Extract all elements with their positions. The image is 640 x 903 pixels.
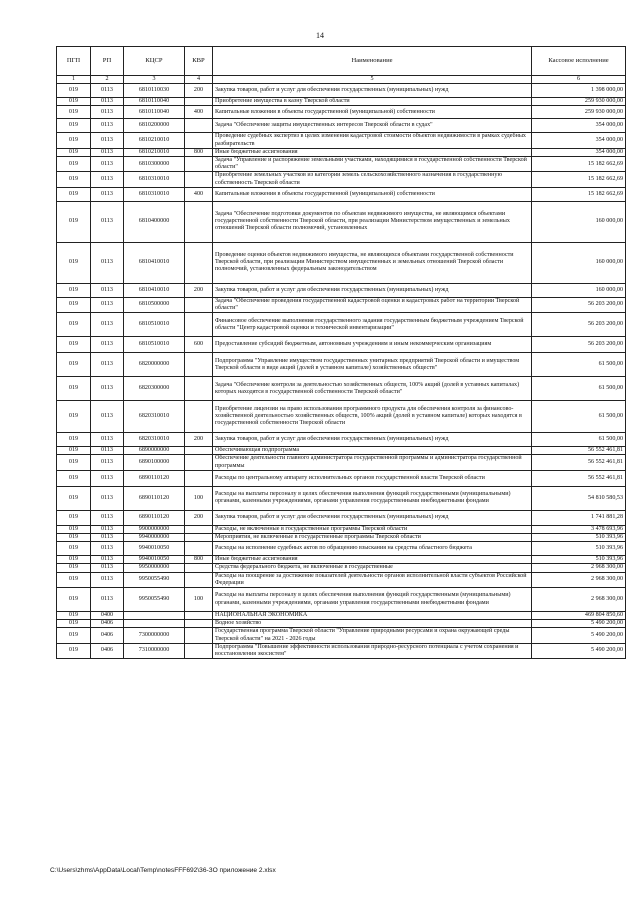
name-cell: Приобретение лицензии на право использования программного продукта для обеспечения контроля за финансово-хозяйственной деятельностью хозяйственных обществ, 100% акций (долей в уставном капитале) которых находятся в государственной собственности Тверской области <box>213 401 532 433</box>
rp-cell: 0113 <box>91 564 124 572</box>
gp-cell: 019 <box>57 556 91 564</box>
table-row <box>57 201 626 242</box>
gp-cell: 019 <box>57 187 91 201</box>
ktsr-cell: 9900000000 <box>124 525 185 533</box>
cash-cell: 56 552 461,81 <box>532 447 626 455</box>
rp-cell: 0113 <box>91 455 124 470</box>
gp-cell: 019 <box>57 534 91 542</box>
rp-cell: 0113 <box>91 542 124 556</box>
ktsr-cell: 6810410010 <box>124 283 185 297</box>
gp-cell: 019 <box>57 148 91 156</box>
kvr-cell <box>185 564 213 572</box>
cash-cell: 354 000,00 <box>532 148 626 156</box>
name-cell: Предоставление субсидий бюджетным, автономным учреждениям и иным некоммерческим организациям <box>213 337 532 353</box>
column-number: 1 <box>57 76 91 84</box>
column-number: 2 <box>91 76 124 84</box>
rp-cell: 0113 <box>91 242 124 283</box>
header-kvr: КВР <box>185 47 213 76</box>
cash-cell: 1 398 000,00 <box>532 84 626 98</box>
ktsr-cell: 6810500000 <box>124 297 185 312</box>
ktsr-cell: 6810210010 <box>124 133 185 148</box>
name-cell: Задача "Обеспечение проведения государственной кадастровой оценки и кадастровых работ на территории Тверской области" <box>213 297 532 312</box>
kvr-cell: 200 <box>185 84 213 98</box>
ktsr-cell: 6810400000 <box>124 201 185 242</box>
cash-cell: 56 203 200,00 <box>532 297 626 312</box>
table-row <box>57 588 626 612</box>
name-cell: Проведение судебных экспертиз в целях изменения кадастровой стоимости объектов недвижимости в рамках судебных разбирательств <box>213 133 532 148</box>
name-cell: Расходы на исполнение судебных актов по обращению взыскания на средства областного бюджета <box>213 542 532 556</box>
ktsr-cell: 6810210010 <box>124 148 185 156</box>
cash-cell: 56 552 461,81 <box>532 470 626 486</box>
rp-cell: 0113 <box>91 510 124 525</box>
cash-cell: 354 000,00 <box>532 133 626 148</box>
gp-cell: 019 <box>57 486 91 510</box>
table-row <box>57 628 626 643</box>
cash-cell: 15 182 662,69 <box>532 172 626 187</box>
ktsr-cell: 6810410010 <box>124 242 185 283</box>
kvr-cell <box>185 313 213 337</box>
gp-cell: 019 <box>57 620 91 628</box>
cash-cell: 160 000,00 <box>532 283 626 297</box>
gp-cell: 019 <box>57 201 91 242</box>
cash-cell: 469 804 850,60 <box>532 612 626 620</box>
name-cell: Задача "Обеспечение подготовки документов по объектам недвижимого имущества, не являющимся объектами государственной собственности Тверской области, при реализации Министерством имущественных и земельных отношений Тверской области полномочий, установленных <box>213 201 532 242</box>
gp-cell: 019 <box>57 470 91 486</box>
kvr-cell <box>185 628 213 643</box>
name-cell: Средства федерального бюджета, не включенные в государственные <box>213 564 532 572</box>
kvr-cell <box>185 157 213 172</box>
ktsr-cell: 6890110120 <box>124 510 185 525</box>
table-row <box>57 337 626 353</box>
cash-cell: 259 930 000,00 <box>532 106 626 119</box>
rp-cell: 0113 <box>91 313 124 337</box>
rp-cell: 0113 <box>91 283 124 297</box>
cash-cell: 160 000,00 <box>532 242 626 283</box>
kvr-cell <box>185 620 213 628</box>
gp-cell: 019 <box>57 84 91 98</box>
name-cell: Иные бюджетные ассигнования <box>213 148 532 156</box>
cash-cell: 2 968 300,00 <box>532 564 626 572</box>
name-cell: Расходы на выплаты персоналу в целях обеспечения выполнения функций государственными (муниципальными) органами, казенными учреждениями, органами управления государственными внебюджетными фондами <box>213 486 532 510</box>
gp-cell: 019 <box>57 455 91 470</box>
table-row <box>57 525 626 533</box>
rp-cell: 0406 <box>91 628 124 643</box>
name-cell: Закупка товаров, работ и услуг для обеспечения государственных (муниципальных) нужд <box>213 510 532 525</box>
ktsr-cell: 6810510010 <box>124 313 185 337</box>
file-path-footer: C:\Users\zhms\AppData\Local\Temp\notesFFF692\36-ЗО приложение 2.xlsx <box>50 867 276 874</box>
table-row <box>57 297 626 312</box>
rp-cell: 0113 <box>91 588 124 612</box>
name-cell: Задача "Управление и распоряжение земельными участками, находящимися в государственной собственности Тверской области" <box>213 157 532 172</box>
rp-cell: 0113 <box>91 534 124 542</box>
rp-cell: 0113 <box>91 106 124 119</box>
kvr-cell <box>185 525 213 533</box>
table-body <box>57 84 626 659</box>
name-cell: Подпрограмма "Управление имуществом государственных унитарных предприятий Тверской области и имуществом Тверской области в виде акций (долей в уставном капитале) хозяйственных обществ" <box>213 353 532 377</box>
rp-cell: 0400 <box>91 612 124 620</box>
gp-cell: 019 <box>57 157 91 172</box>
header-gp: ПГП <box>57 47 91 76</box>
ktsr-cell: 6890000000 <box>124 447 185 455</box>
kvr-cell: 100 <box>185 588 213 612</box>
cash-cell: 2 968 300,00 <box>532 588 626 612</box>
name-cell: Расходы на поощрение за достижение показателей деятельности органов исполнительной власти субъектов Российской Федерации <box>213 572 532 587</box>
rp-cell: 0113 <box>91 401 124 433</box>
gp-cell: 019 <box>57 133 91 148</box>
cash-cell: 510 393,96 <box>532 534 626 542</box>
rp-cell: 0406 <box>91 643 124 658</box>
table-row <box>57 542 626 556</box>
header-rp: РП <box>91 47 124 76</box>
name-cell: Закупка товаров, работ и услуг для обеспечения государственных (муниципальных) нужд <box>213 433 532 447</box>
kvr-cell: 400 <box>185 187 213 201</box>
kvr-cell: 200 <box>185 510 213 525</box>
ktsr-cell: 6820000000 <box>124 353 185 377</box>
rp-cell: 0113 <box>91 470 124 486</box>
kvr-cell <box>185 447 213 455</box>
kvr-cell <box>185 201 213 242</box>
table-row <box>57 572 626 587</box>
ktsr-cell: 9950055490 <box>124 588 185 612</box>
rp-cell: 0113 <box>91 187 124 201</box>
ktsr-cell: 9940000000 <box>124 534 185 542</box>
kvr-cell <box>185 643 213 658</box>
ktsr-cell: 9940010050 <box>124 556 185 564</box>
column-number: 6 <box>532 76 626 84</box>
name-cell: Задача "Обеспечение контроля за деятельностью хозяйственных обществ, 100% акций (долей в уставных капиталах) которых находятся в государственной собственности Тверской области" <box>213 377 532 401</box>
ktsr-cell: 6890100000 <box>124 455 185 470</box>
table-row <box>57 401 626 433</box>
gp-cell: 019 <box>57 283 91 297</box>
table-row <box>57 612 626 620</box>
name-cell: Подпрограмма "Повышение эффективности использования природно-ресурсного потенциала с учетом сохранения и восстановления экосистем" <box>213 643 532 658</box>
kvr-cell <box>185 377 213 401</box>
table-row <box>57 157 626 172</box>
kvr-cell <box>185 297 213 312</box>
name-cell: Мероприятия, не включенные в государственные программы Тверской области <box>213 534 532 542</box>
rp-cell: 0113 <box>91 447 124 455</box>
cash-cell: 61 500,00 <box>532 433 626 447</box>
cash-cell: 56 203 200,00 <box>532 313 626 337</box>
column-number: 5 <box>213 76 532 84</box>
rp-cell: 0113 <box>91 84 124 98</box>
ktsr-cell: 6810310010 <box>124 172 185 187</box>
ktsr-cell: 6810110030 <box>124 84 185 98</box>
cash-cell: 56 203 200,00 <box>532 337 626 353</box>
rp-cell: 0113 <box>91 297 124 312</box>
rp-cell: 0113 <box>91 337 124 353</box>
kvr-cell <box>185 572 213 587</box>
header-name: Наименование <box>213 47 532 76</box>
name-cell: Финансовое обеспечение выполнения государственного задания государственным бюджетным учреждением Тверской области "Центр кадастровой оценки и технической инвентаризации" <box>213 313 532 337</box>
rp-cell: 0113 <box>91 119 124 133</box>
table-row <box>57 377 626 401</box>
cash-cell: 54 810 580,53 <box>532 486 626 510</box>
kvr-cell <box>185 401 213 433</box>
kvr-cell: 800 <box>185 556 213 564</box>
table-row <box>57 534 626 542</box>
rp-cell: 0113 <box>91 98 124 106</box>
kvr-cell: 200 <box>185 433 213 447</box>
name-cell: Закупка товаров, работ и услуг для обеспечения государственных (муниципальных) нужд <box>213 283 532 297</box>
table-row <box>57 187 626 201</box>
gp-cell: 019 <box>57 106 91 119</box>
rp-cell: 0406 <box>91 620 124 628</box>
gp-cell: 019 <box>57 447 91 455</box>
column-number-row <box>57 76 626 84</box>
cash-cell: 354 000,00 <box>532 119 626 133</box>
header-ktsr: КЦСР <box>124 47 185 76</box>
rp-cell: 0113 <box>91 353 124 377</box>
table-row <box>57 84 626 98</box>
ktsr-cell: 6810300000 <box>124 157 185 172</box>
name-cell: Приобретение земельных участков из категории земель сельскохозяйственного назначения в государственную собственность Тверской области <box>213 172 532 187</box>
ktsr-cell: 6810310010 <box>124 187 185 201</box>
rp-cell: 0113 <box>91 157 124 172</box>
name-cell: Государственная программа Тверской области "Управление природными ресурсами и охрана окружающей среды Тверской области" на 2021 - 2026 годы <box>213 628 532 643</box>
name-cell: Приобретение имущества в казну Тверской области <box>213 98 532 106</box>
ktsr-cell: 6820310010 <box>124 401 185 433</box>
column-number: 4 <box>185 76 213 84</box>
kvr-cell: 400 <box>185 106 213 119</box>
gp-cell: 019 <box>57 353 91 377</box>
gp-cell: 019 <box>57 643 91 658</box>
name-cell: Обеспечивающая подпрограмма <box>213 447 532 455</box>
table-row <box>57 510 626 525</box>
ktsr-cell: 6810110040 <box>124 98 185 106</box>
rp-cell: 0113 <box>91 172 124 187</box>
ktsr-cell: 6890110120 <box>124 486 185 510</box>
name-cell: Расходы, не включенные в государственные программы Тверской области <box>213 525 532 533</box>
gp-cell: 019 <box>57 377 91 401</box>
kvr-cell: 200 <box>185 283 213 297</box>
name-cell: Иные бюджетные ассигнования <box>213 556 532 564</box>
cash-cell: 15 182 662,69 <box>532 187 626 201</box>
cash-cell: 5 490 200,00 <box>532 628 626 643</box>
kvr-cell <box>185 470 213 486</box>
cash-cell: 61 500,00 <box>532 377 626 401</box>
table-row <box>57 313 626 337</box>
column-number: 3 <box>124 76 185 84</box>
kvr-cell <box>185 98 213 106</box>
cash-cell: 15 182 662,69 <box>532 157 626 172</box>
gp-cell: 019 <box>57 628 91 643</box>
table-row <box>57 486 626 510</box>
ktsr-cell: 9950000000 <box>124 564 185 572</box>
cash-cell: 3 478 693,96 <box>532 525 626 533</box>
table-row <box>57 470 626 486</box>
ktsr-cell: 6810200000 <box>124 119 185 133</box>
name-cell: Закупка товаров, работ и услуг для обеспечения государственных (муниципальных) нужд <box>213 84 532 98</box>
kvr-cell <box>185 612 213 620</box>
name-cell: Обеспечение деятельности главного администратора государственной программы и администратора государственной программы <box>213 455 532 470</box>
rp-cell: 0113 <box>91 133 124 148</box>
table-row <box>57 564 626 572</box>
gp-cell: 019 <box>57 572 91 587</box>
kvr-cell <box>185 534 213 542</box>
gp-cell: 019 <box>57 525 91 533</box>
ktsr-cell: 7310000000 <box>124 643 185 658</box>
ktsr-cell: 6810110040 <box>124 106 185 119</box>
gp-cell: 019 <box>57 98 91 106</box>
ktsr-cell: 9940010050 <box>124 542 185 556</box>
rp-cell: 0113 <box>91 486 124 510</box>
rp-cell: 0113 <box>91 148 124 156</box>
table-row <box>57 172 626 187</box>
ktsr-cell: 6820310010 <box>124 433 185 447</box>
gp-cell: 019 <box>57 542 91 556</box>
gp-cell: 019 <box>57 588 91 612</box>
kvr-cell: 100 <box>185 486 213 510</box>
table-row <box>57 353 626 377</box>
ktsr-cell: 9950055490 <box>124 572 185 587</box>
rp-cell: 0113 <box>91 201 124 242</box>
ktsr-cell <box>124 612 185 620</box>
table-row <box>57 98 626 106</box>
table-row <box>57 643 626 658</box>
kvr-cell: 800 <box>185 148 213 156</box>
rp-cell: 0113 <box>91 556 124 564</box>
kvr-cell <box>185 172 213 187</box>
name-cell: Водное хозяйство <box>213 620 532 628</box>
table-row <box>57 433 626 447</box>
kvr-cell: 600 <box>185 337 213 353</box>
table-row <box>57 119 626 133</box>
table-row <box>57 133 626 148</box>
table-row <box>57 447 626 455</box>
header-cash: Кассовое исполнение <box>532 47 626 76</box>
name-cell: Капитальные вложения в объекты государственной (муниципальной) собственности <box>213 106 532 119</box>
kvr-cell <box>185 353 213 377</box>
cash-cell: 160 000,00 <box>532 201 626 242</box>
cash-cell: 56 552 461,81 <box>532 455 626 470</box>
name-cell: Задача "Обеспечение защиты имущественных интересов Тверской области в судах" <box>213 119 532 133</box>
name-cell: Проведение оценки объектов недвижимого имущества, не являющихся объектами государственной собственности Тверской области, при реализации Министерством имущественных и земельных отношений Тверской области полномочий, установленных федеральным законодательством <box>213 242 532 283</box>
gp-cell: 019 <box>57 612 91 620</box>
cash-cell: 1 741 881,28 <box>532 510 626 525</box>
kvr-cell <box>185 133 213 148</box>
gp-cell: 019 <box>57 401 91 433</box>
ktsr-cell: 7300000000 <box>124 628 185 643</box>
gp-cell: 019 <box>57 313 91 337</box>
table-row <box>57 556 626 564</box>
rp-cell: 0113 <box>91 377 124 401</box>
gp-cell: 019 <box>57 242 91 283</box>
table-row <box>57 106 626 119</box>
kvr-cell <box>185 242 213 283</box>
gp-cell: 019 <box>57 564 91 572</box>
gp-cell: 019 <box>57 337 91 353</box>
table-row <box>57 620 626 628</box>
table-row <box>57 148 626 156</box>
ktsr-cell: 6890110120 <box>124 470 185 486</box>
rp-cell: 0113 <box>91 572 124 587</box>
rp-cell: 0113 <box>91 433 124 447</box>
gp-cell: 019 <box>57 119 91 133</box>
rp-cell: 0113 <box>91 525 124 533</box>
cash-cell: 61 500,00 <box>532 353 626 377</box>
ktsr-cell <box>124 620 185 628</box>
header-row <box>57 47 626 76</box>
name-cell: Расходы по центральному аппарату исполнительных органов государственной власти Тверской области <box>213 470 532 486</box>
cash-cell: 510 393,96 <box>532 542 626 556</box>
ktsr-cell: 6820300000 <box>124 377 185 401</box>
cash-cell: 259 930 000,00 <box>532 98 626 106</box>
table-row <box>57 455 626 470</box>
gp-cell: 019 <box>57 172 91 187</box>
gp-cell: 019 <box>57 510 91 525</box>
expenditure-table <box>56 46 626 659</box>
gp-cell: 019 <box>57 297 91 312</box>
kvr-cell <box>185 119 213 133</box>
name-cell: Расходы на выплаты персоналу в целях обеспечения выполнения функций государственными (муниципальными) органами, казенными учреждениями, органами управления государственными внебюджетными фондами <box>213 588 532 612</box>
ktsr-cell: 6810510010 <box>124 337 185 353</box>
name-cell: НАЦИОНАЛЬНАЯ ЭКОНОМИКА <box>213 612 532 620</box>
kvr-cell <box>185 455 213 470</box>
page-number: 14 <box>316 31 324 40</box>
cash-cell: 2 968 300,00 <box>532 572 626 587</box>
kvr-cell <box>185 542 213 556</box>
name-cell: Капитальные вложения в объекты государственной (муниципальной) собственности <box>213 187 532 201</box>
cash-cell: 510 393,96 <box>532 556 626 564</box>
cash-cell: 5 490 200,00 <box>532 643 626 658</box>
gp-cell: 019 <box>57 433 91 447</box>
cash-cell: 61 500,00 <box>532 401 626 433</box>
table-row <box>57 283 626 297</box>
table-row <box>57 242 626 283</box>
cash-cell: 5 490 200,00 <box>532 620 626 628</box>
